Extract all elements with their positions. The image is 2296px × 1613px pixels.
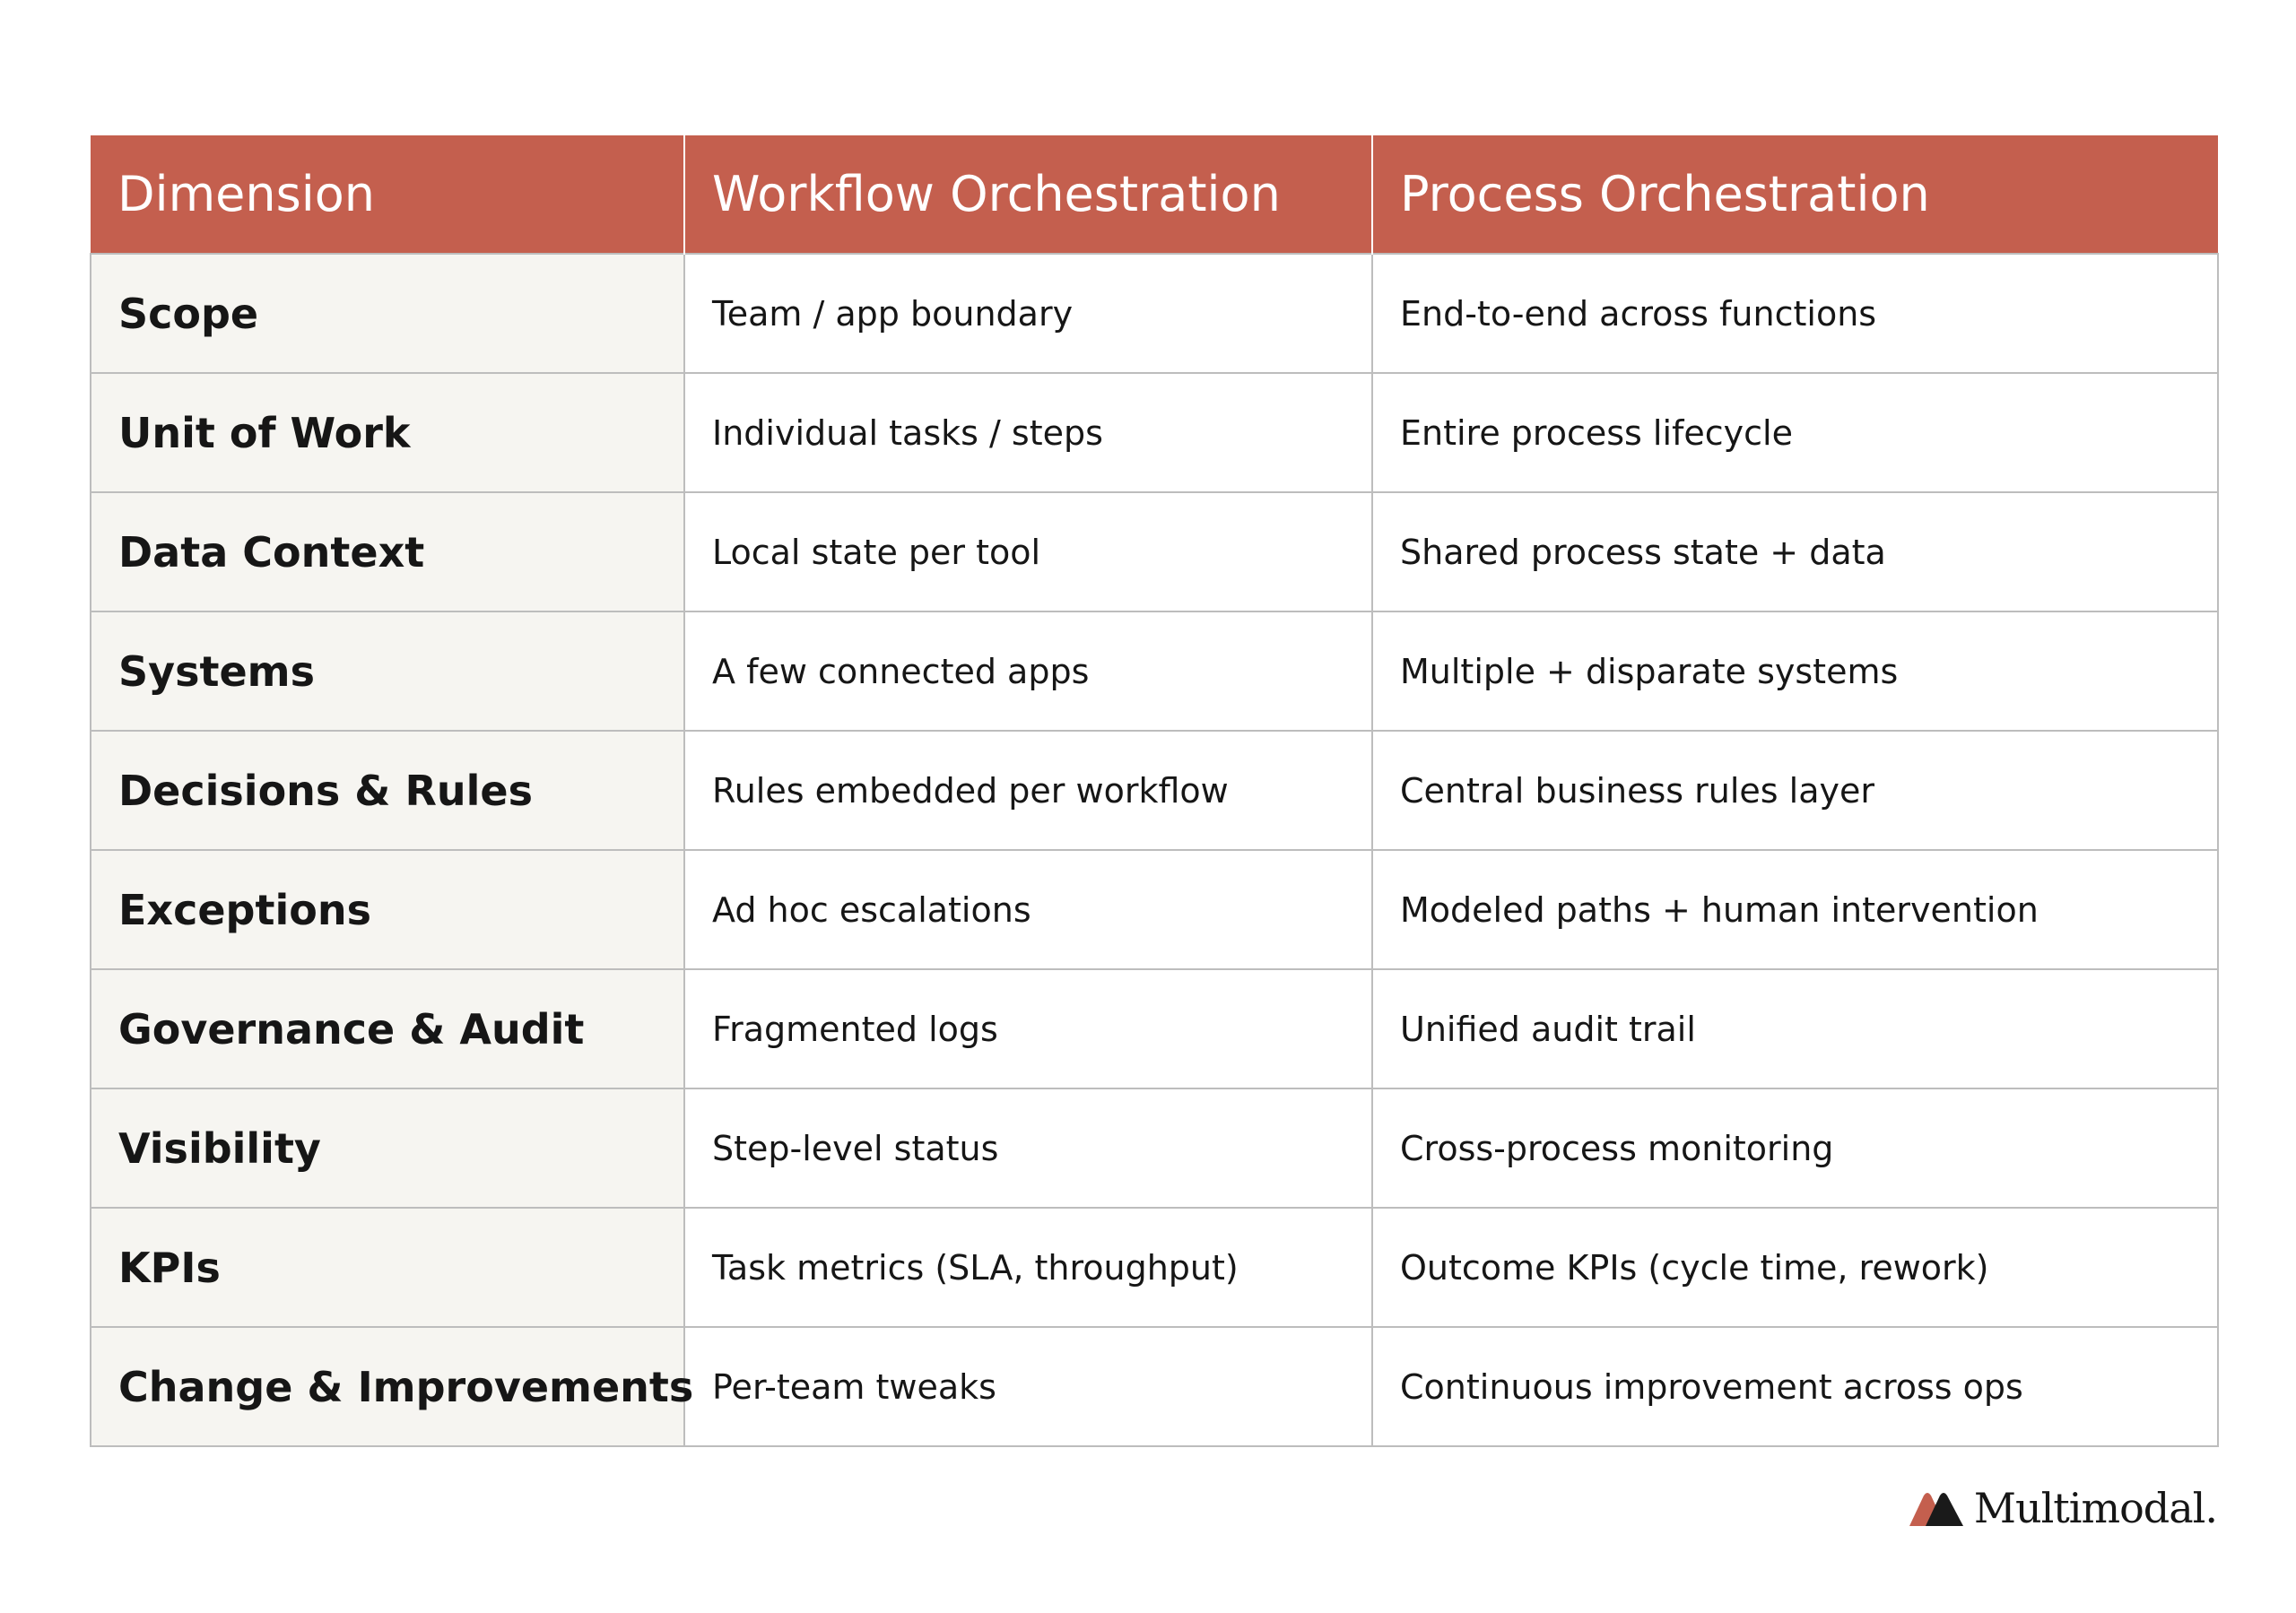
- dimension-cell: Unit of Work: [91, 373, 684, 492]
- process-cell: Entire process lifecycle: [1372, 373, 2218, 492]
- workflow-cell: Team / app boundary: [684, 254, 1372, 373]
- process-cell: Cross-process monitoring: [1372, 1088, 2218, 1208]
- brand-name: Multimodal.: [1973, 1484, 2217, 1532]
- table-row: [91, 1088, 2218, 1208]
- table-row: [91, 373, 2218, 492]
- process-cell: End-to-end across functions: [1372, 254, 2218, 373]
- dimension-cell: Governance & Audit: [91, 969, 684, 1088]
- comparison-table: [90, 135, 2219, 1447]
- process-cell: Modeled paths + human intervention: [1372, 850, 2218, 969]
- process-cell: Unified audit trail: [1372, 969, 2218, 1088]
- table-row: [91, 492, 2218, 611]
- table-row: [91, 731, 2218, 850]
- dimension-cell: Systems: [91, 611, 684, 731]
- dimension-cell: Exceptions: [91, 850, 684, 969]
- table-row: [91, 254, 2218, 373]
- workflow-cell: Local state per tool: [684, 492, 1372, 611]
- table-row: [91, 1327, 2218, 1446]
- process-cell: Outcome KPIs (cycle time, rework): [1372, 1208, 2218, 1327]
- brand-logo: [1906, 1481, 2217, 1535]
- dimension-cell: Scope: [91, 254, 684, 373]
- dimension-cell: Decisions & Rules: [91, 731, 684, 850]
- process-cell: Continuous improvement across ops: [1372, 1327, 2218, 1446]
- table-row: [91, 611, 2218, 731]
- workflow-cell: A few connected apps: [684, 611, 1372, 731]
- table-header-row: [91, 135, 2218, 254]
- process-cell: Central business rules layer: [1372, 731, 2218, 850]
- table-row: [91, 850, 2218, 969]
- header-process-orchestration: Process Orchestration: [1372, 135, 2218, 254]
- dimension-cell: Data Context: [91, 492, 684, 611]
- workflow-cell: Ad hoc escalations: [684, 850, 1372, 969]
- workflow-cell: Fragmented logs: [684, 969, 1372, 1088]
- workflow-cell: Task metrics (SLA, throughput): [684, 1208, 1372, 1327]
- multimodal-logo-icon: [1906, 1488, 1969, 1528]
- workflow-cell: Step-level status: [684, 1088, 1372, 1208]
- header-workflow-orchestration: Workflow Orchestration: [684, 135, 1372, 254]
- dimension-cell: Change & Improvements: [91, 1327, 684, 1446]
- dimension-cell: KPIs: [91, 1208, 684, 1327]
- table-row: [91, 1208, 2218, 1327]
- workflow-cell: Rules embedded per workflow: [684, 731, 1372, 850]
- header-dimension: Dimension: [91, 135, 684, 254]
- process-cell: Shared process state + data: [1372, 492, 2218, 611]
- process-cell: Multiple + disparate systems: [1372, 611, 2218, 731]
- workflow-cell: Per-team tweaks: [684, 1327, 1372, 1446]
- table-row: [91, 969, 2218, 1088]
- workflow-cell: Individual tasks / steps: [684, 373, 1372, 492]
- dimension-cell: Visibility: [91, 1088, 684, 1208]
